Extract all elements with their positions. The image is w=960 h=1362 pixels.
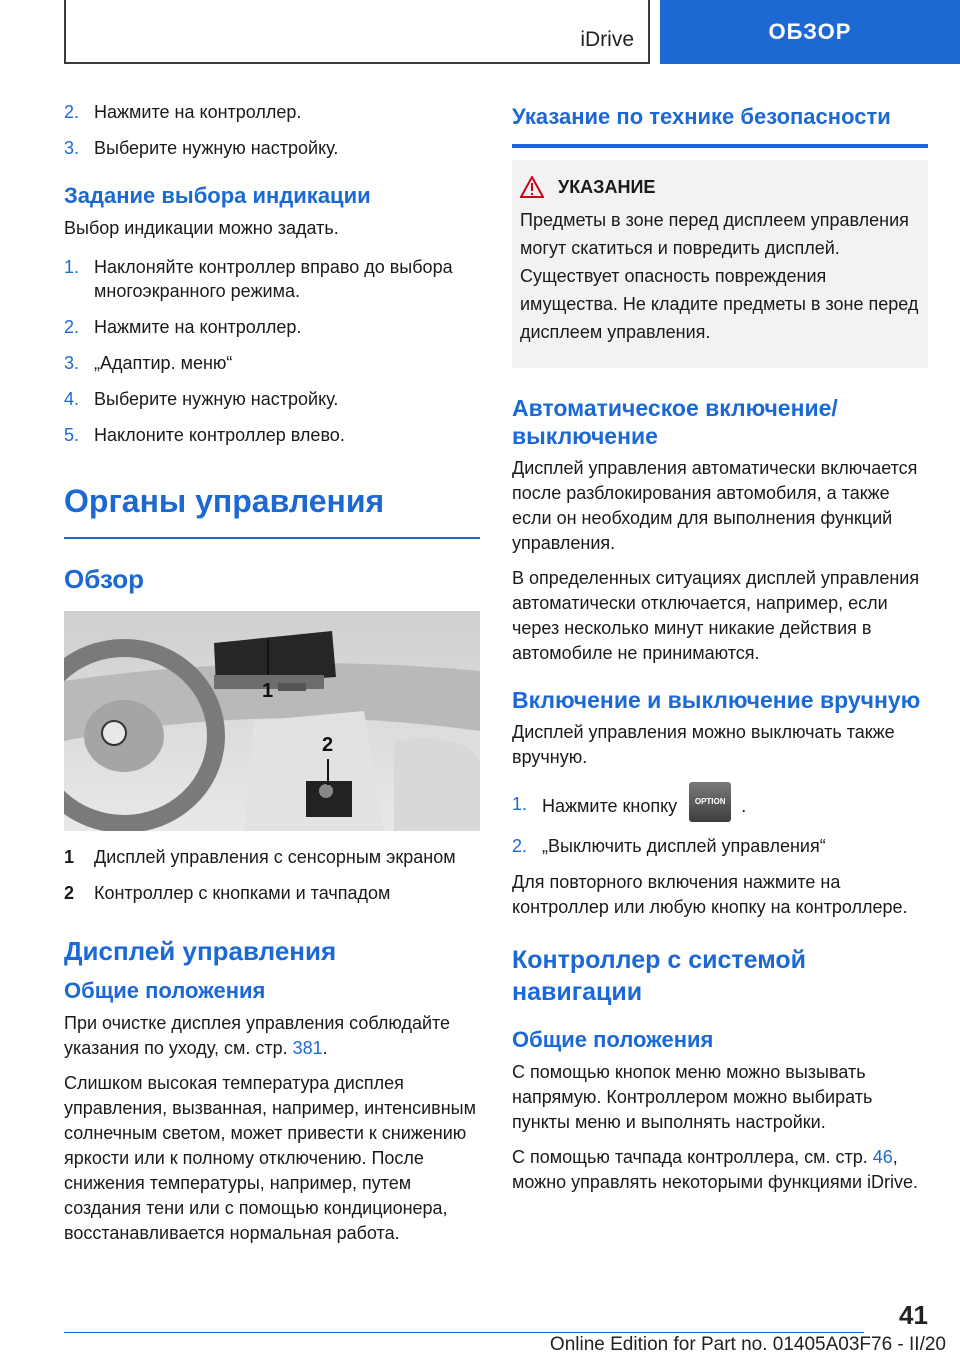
warning-label: УКАЗАНИЕ <box>558 176 656 197</box>
header-section: iDrive <box>580 28 634 51</box>
controls-heading: Органы управления <box>64 481 480 539</box>
list-item: 4. Выберите нужную настройку. <box>64 389 339 409</box>
list-item: 2. Нажмите на контроллер. <box>64 317 302 337</box>
page-link-46[interactable]: 46 <box>872 1147 893 1167</box>
warning-box <box>512 160 928 368</box>
page-number: 41 <box>899 1300 928 1330</box>
auto-paragraph-1: Дисплей управления автоматически включается после разблокирования автомобиля, а также если он необходим для выполнения функций управления. <box>512 458 918 553</box>
warning-triangle-icon <box>520 176 544 198</box>
nav-paragraph-1: С помощью кнопок меню можно вызывать напрямую. Контроллером можно выбирать пункты меню и выполнять настройки. <box>512 1062 873 1132</box>
option-button-icon: OPTION <box>689 782 731 822</box>
general-paragraph-1: При очистке дисплея управления соблюдайте указания по уходу, см. стр. 381. <box>64 1013 451 1058</box>
nav-heading: Контроллер с системой навигации <box>512 946 806 1006</box>
auto-heading: Автоматическое включение/выключение <box>512 395 838 449</box>
right-column <box>512 100 928 1205</box>
display-select-heading: Задание выбора индикации <box>64 183 371 208</box>
legend-item: 2 Контроллер с кнопками и тачпадом <box>64 883 391 903</box>
page-link-381[interactable]: 381 <box>292 1038 323 1058</box>
steps-top <box>64 100 480 160</box>
photo-legend <box>64 845 480 905</box>
header-tab-overview[interactable]: ОБЗОР <box>660 0 960 64</box>
display-select-text: Выбор индикации можно задать. <box>64 218 339 238</box>
display-steps <box>64 255 480 447</box>
manual-steps <box>512 792 928 858</box>
footer-divider <box>64 1332 864 1333</box>
safety-heading: Указание по технике безопасности <box>512 102 928 148</box>
list-item: 2. Нажмите на контроллер. <box>64 102 302 122</box>
cockpit-photo <box>64 611 480 831</box>
manual-heading: Включение и выключение вручную <box>512 687 921 713</box>
auto-paragraph-2: В определенных ситуациях дисплей управления автоматически отключается, например, если через несколько минут никакие действия в автомобиле не принимаются. <box>512 568 920 663</box>
cockpit-illustration <box>64 611 480 831</box>
list-item: 3. Выберите нужную настройку. <box>64 138 339 158</box>
manual-text: Дисплей управления можно выключать также вручную. <box>512 722 895 767</box>
left-column <box>64 100 480 1256</box>
callout-2: 2 <box>322 734 334 756</box>
warning-text: Предметы в зоне перед дисплеем управления могут скатиться и повредить дисплей. Существует опасность повреждения имущества. Не кладите предметы в зоне перед дисплеем управления. <box>520 210 919 342</box>
nav-paragraph-2: С помощью тачпада контроллера, см. стр. 46, можно управлять некоторыми функциями iDrive. <box>512 1147 919 1192</box>
list-item: 2. „Выключить дисплей управления“ <box>512 836 826 856</box>
list-item: 1. Нажмите кнопку OPTION . <box>512 792 928 822</box>
legend-item: 1 Дисплей управления с сенсорным экраном <box>64 847 456 867</box>
display-heading: Дисплей управления <box>64 936 337 966</box>
callout-1: 1 <box>262 680 274 702</box>
footer-edition: Online Edition for Part no. 01405A03F76 - II/20 <box>549 1334 946 1355</box>
overview-heading: Обзор <box>64 564 144 594</box>
general-paragraph-2: Слишком высокая температура дисплея управления, вызванная, например, интенсивным солнечным светом, может привести к снижению яркости или к полному отключению. После снижения температуры, например, путем создания тени или с помощью кондиционера, восстанавливается нормальная работа. <box>64 1073 476 1243</box>
header-frame <box>64 0 650 64</box>
list-item: 5. Наклоните контроллер влево. <box>64 425 345 445</box>
manual-after-text: Для повторного включения нажмите на контроллер или любую кнопку на контроллере. <box>512 872 908 917</box>
list-item: 1. Наклоняйте контроллер вправо до выбора многоэкранного режима. <box>64 257 453 301</box>
nav-general-heading: Общие положения <box>512 1027 714 1052</box>
warning-header <box>520 176 920 198</box>
list-item: 3. „Адаптир. меню“ <box>64 353 233 373</box>
general-heading: Общие положения <box>64 978 266 1003</box>
